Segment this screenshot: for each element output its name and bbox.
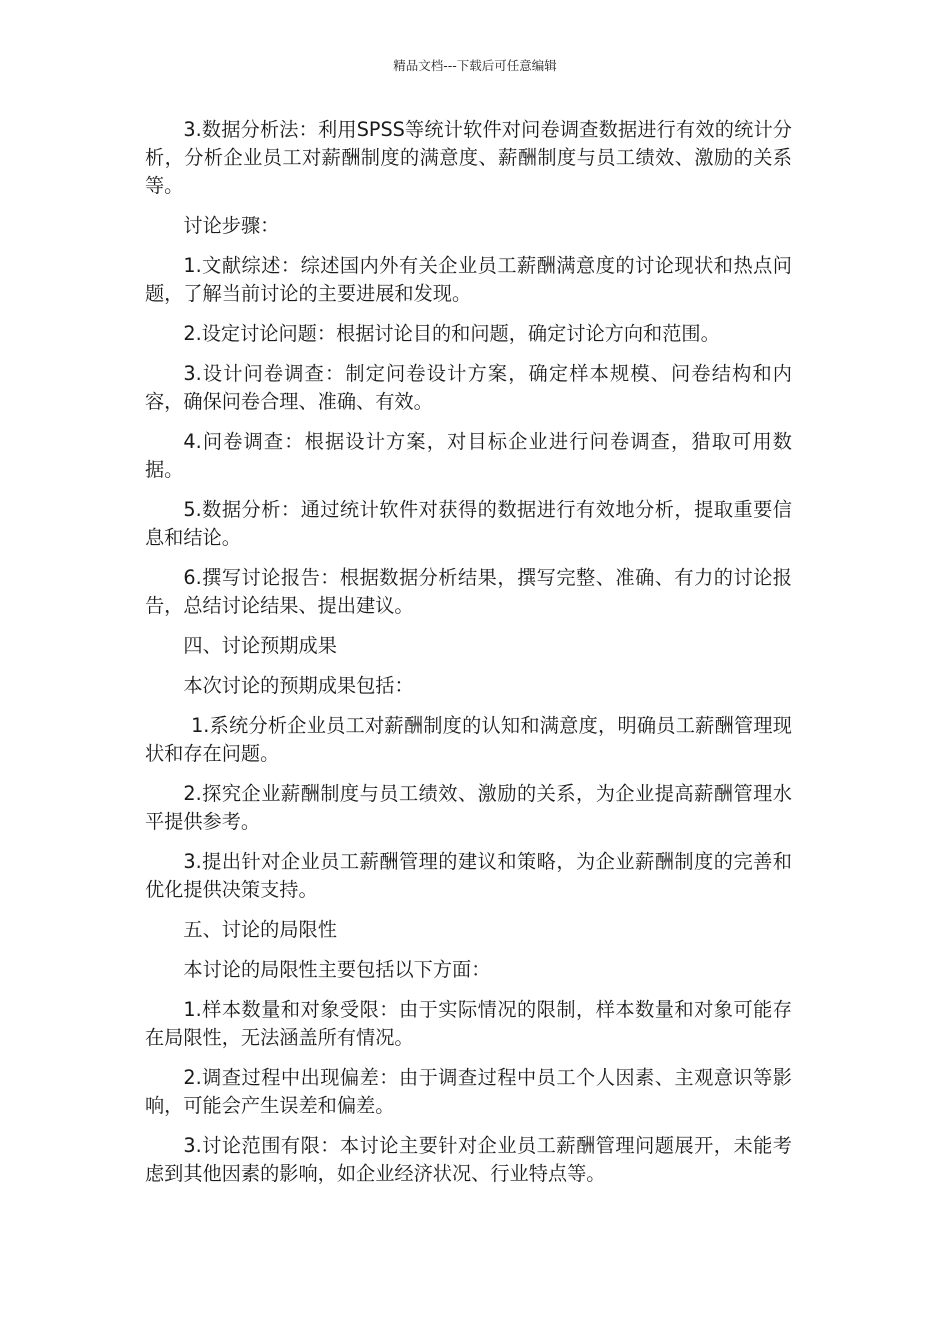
- paragraph-expected-result-1: 1.系统分析企业员工对薪酬制度的认知和满意度，明确员工薪酬管理现状和存在问题。: [145, 714, 792, 765]
- paragraph-limitation-2: 2.调查过程中出现偏差：由于调查过程中员工个人因素、主观意识等影响，可能会产生误差和偏差。: [145, 1066, 792, 1117]
- paragraph-limitations-intro: 本讨论的局限性主要包括以下方面：: [183, 958, 491, 981]
- paragraph-step-set-questions: 2.设定讨论问题：根据讨论目的和问题，确定讨论方向和范围。: [183, 322, 720, 345]
- paragraph-step-literature-review: 1.文献综述：综述国内外有关企业员工薪酬满意度的讨论现状和热点问题，了解当前讨论的主要进展和发现。: [145, 254, 792, 305]
- paragraph-expected-result-3: 3.提出针对企业员工薪酬管理的建议和策略，为企业薪酬制度的完善和优化提供决策支持。: [145, 850, 792, 901]
- page-header-watermark: 精品文档---下载后可任意编辑: [393, 58, 557, 73]
- paragraph-limitation-3: 3.讨论范围有限：本讨论主要针对企业员工薪酬管理问题展开，未能考虑到其他因素的影响，如企业经济状况、行业特点等。: [145, 1134, 792, 1185]
- document-body: [145, 116, 792, 1200]
- paragraph-data-analysis-method: 3.数据分析法：利用SPSS等统计软件对问卷调查数据进行有效的统计分析，分析企业员工对薪酬制度的满意度、薪酬制度与员工绩效、激励的关系等。: [145, 118, 792, 197]
- paragraph-step-write-report: 6.撰写讨论报告：根据数据分析结果，撰写完整、准确、有力的讨论报告，总结讨论结果、提出建议。: [145, 566, 792, 617]
- paragraph-research-steps-heading: 讨论步骤：: [183, 214, 280, 237]
- paragraph-step-survey: 4.问卷调查：根据设计方案，对目标企业进行问卷调查，猎取可用数据。: [145, 430, 792, 481]
- paragraph-expected-results-intro: 本次讨论的预期成果包括：: [183, 674, 414, 697]
- section-heading-expected-results: 四、讨论预期成果: [183, 634, 337, 657]
- paragraph-step-design-questionnaire: 3.设计问卷调查：制定问卷设计方案，确定样本规模、问卷结构和内容，确保问卷合理、准确、有效。: [145, 362, 792, 413]
- section-heading-limitations: 五、讨论的局限性: [183, 918, 337, 941]
- paragraph-limitation-1: 1.样本数量和对象受限：由于实际情况的限制，样本数量和对象可能存在局限性，无法涵盖所有情况。: [145, 998, 792, 1049]
- paragraph-expected-result-2: 2.探究企业薪酬制度与员工绩效、激励的关系，为企业提高薪酬管理水平提供参考。: [145, 782, 792, 833]
- paragraph-step-data-analysis: 5.数据分析：通过统计软件对获得的数据进行有效地分析，提取重要信息和结论。: [145, 498, 792, 549]
